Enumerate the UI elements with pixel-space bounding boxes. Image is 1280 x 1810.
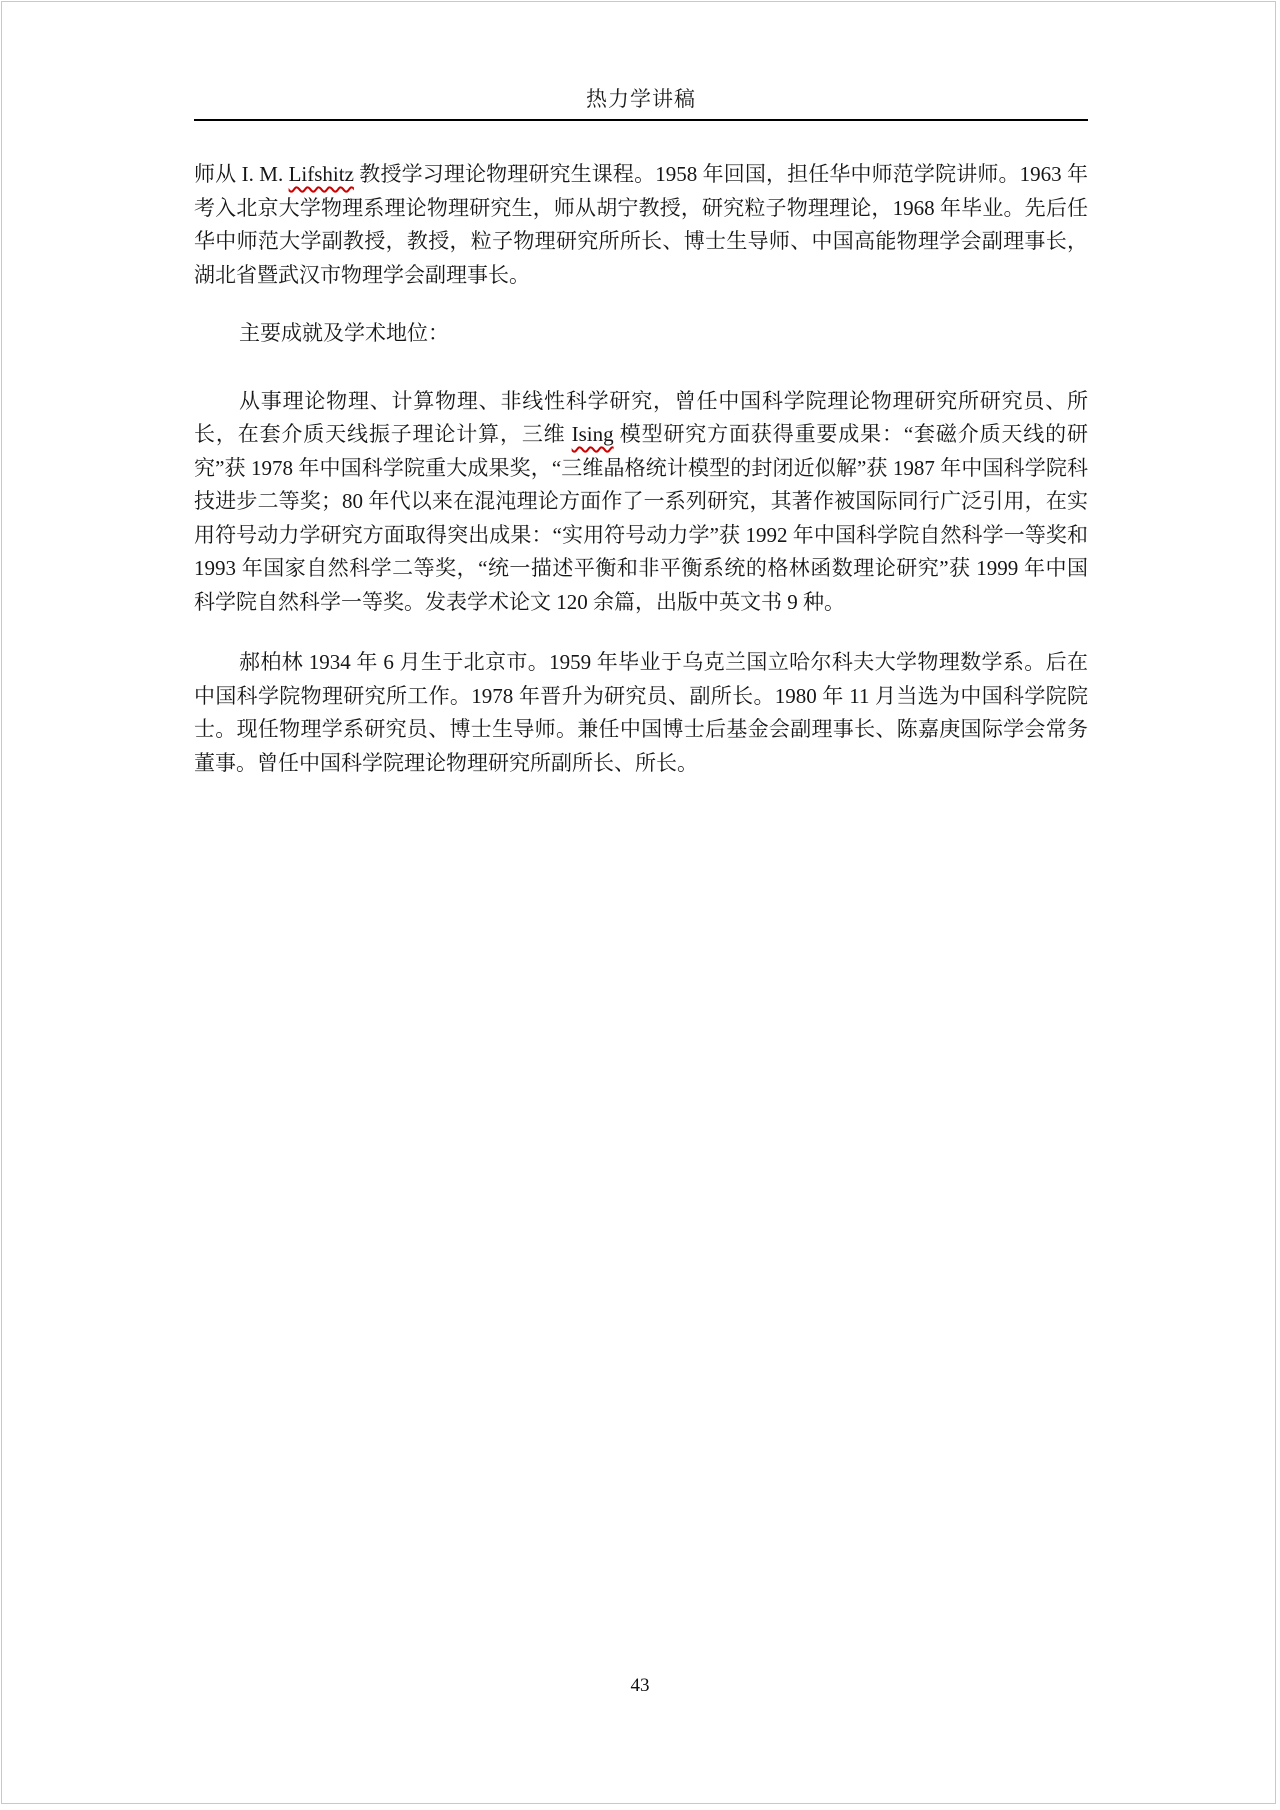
document-body xyxy=(194,158,1088,780)
section-heading-achievements: 主要成就及学术地位： xyxy=(239,321,449,345)
page-header-title: 热力学讲稿 xyxy=(586,87,696,111)
paragraph-text: 从事理论物理、计算物理、非线性科学研究，曾任中国科学院理论物理研究所研究员、所长，在套介质天线振子理论计算，三维 xyxy=(194,388,1088,446)
document-page xyxy=(1,1,1276,1804)
spellcheck-flagged-word: Lifshitz xyxy=(288,162,354,186)
spellcheck-flagged-word: Ising xyxy=(571,422,614,446)
paragraph-achievements xyxy=(194,385,1088,620)
paragraph-hao-bailin-bio: 郝柏林 1934 年 6 月生于北京市。1959 年毕业于乌克兰国立哈尔科夫大学物理数学系。后在中国科学院物理研究所工作。1978 年晋升为研究员、副所长。1980 年 11 月当选为中国科学院院士。现任物理学系研究员、博士生导师。兼任中国博士后基金会副理事长、陈嘉庚国际学会常务董事。曾任中国科学院理论物理研究所副所长、所长。 xyxy=(194,650,1088,775)
paragraph-text: 师从 I. M. xyxy=(194,162,289,186)
paragraph-text: 模型研究方面获得重要成果：“套磁介质天线的研究”获 1978 年中国科学院重大成果奖，“三维晶格统计模型的封闭近似解”获 1987 年中国科学院科技进步二等奖；80 年代以来在混沌理论方面作了一系列研究，其著作被国际同行广泛引用，在实用符号动力学研究方面取得突出成果：“实用符号动力学”获 1992 年中国科学院自然科学一等奖和 1993 年国家自然科学二等奖，“统一描述平衡和非平衡系统的格林函数理论研究”获 1999 年中国科学院自然科学一等奖。发表学术论文 120 余篇，出版中英文书 9 种。 xyxy=(194,422,1089,614)
header-rule xyxy=(194,119,1088,121)
paragraph-bio-continuation xyxy=(194,158,1088,292)
page-number: 43 xyxy=(630,1675,650,1696)
paragraph-text: 教授学习理论物理研究生课程。1958 年回国，担任华中师范学院讲师。1963 年考入北京大学物理系理论物理研究生，师从胡宁教授，研究粒子物理理论，1968 年毕业。先后任华中师范大学副教授，教授，粒子物理研究所所长、博士生导师、中国高能物理学会副理事长，湖北省暨武汉市物理学会副理事长。 xyxy=(194,162,1088,287)
